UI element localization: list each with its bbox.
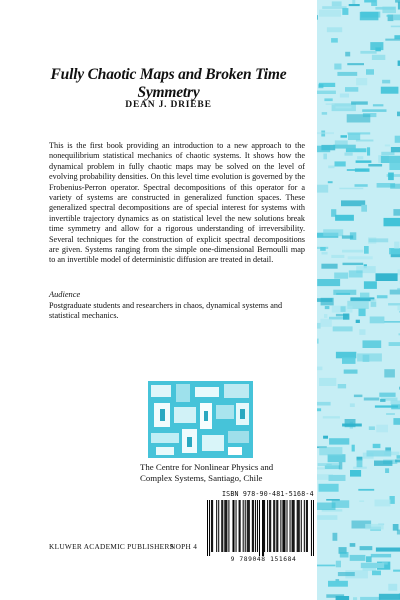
author-name: DEAN J. DRIEBE <box>125 100 212 110</box>
series-code: NOPH 4 <box>170 542 198 551</box>
audience-text: Postgraduate students and researchers in chaos, dynamical systems and statistical mechanics. <box>49 301 283 321</box>
isbn-label: ISBN 978-90-481-5168-4 <box>222 490 314 498</box>
cyan-texture-stripe <box>317 0 400 600</box>
centre-line-1: The Centre for Nonlinear Physics and <box>140 462 274 472</box>
barcode <box>207 500 314 556</box>
centre-line-2: Complex Systems, Santiago, Chile <box>140 473 263 484</box>
book-title: Fully Chaotic Maps and Broken Time Symmetry <box>50 66 287 101</box>
publisher-name: KLUWER ACADEMIC PUBLISHERS <box>49 542 174 551</box>
centre-logo-image <box>148 381 253 458</box>
book-description: This is the first book providing an introduction to a new approach to the nonequilibrium statistical mechanics of chaotic systems. It shows how the dynamical problem in fully chaotic maps may be solved on the level of evolving probability densities. On this level time evolution is governed by the Frobenius-Perron operator. Spectral decompositions of this operator for a variety of systems are constructed in generalized function spaces. These generalized spectral decompositions are of special interest for systems with invertible trajectory dynamics as on statistical level the new solutions break time symmetry and allow for a rigorous understanding of irreversibility. Several techniques for the construction of explicit spectral decompositions are given. Systems ranging from the simple one-dimensional Bernoulli map to an invertible model of deterministic diffusion are treated in detail. <box>49 141 305 265</box>
centre-affiliation <box>140 462 300 485</box>
audience-heading: Audience <box>49 290 81 299</box>
barcode-number: 9 789048 151684 <box>230 556 297 563</box>
